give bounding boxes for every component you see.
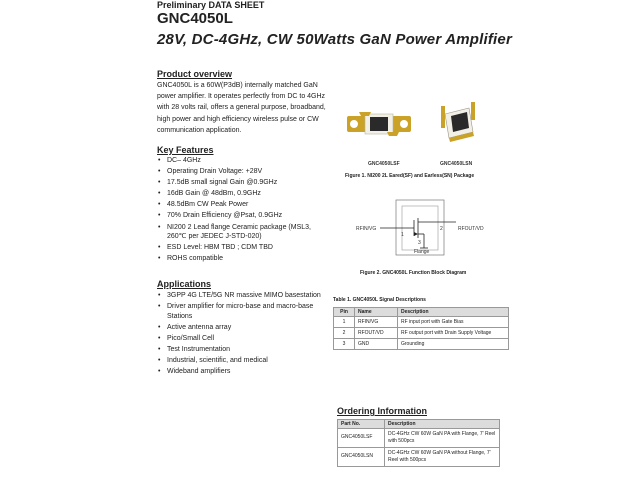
feature-item: • 70% Drain Efficiency @Psat, 0.9GHz bbox=[157, 211, 332, 221]
table-cell: RF output port with Drain Supply Voltage bbox=[398, 328, 509, 339]
application-item: • Industrial, scientific, and medical bbox=[157, 356, 332, 366]
column-header: Name bbox=[355, 308, 398, 317]
table-cell: GNC4050LSF bbox=[338, 429, 385, 448]
feature-item: • NI200 2 Lead flange Ceramic package (MSL3, 260℃ per JEDEC J-STD-020) bbox=[157, 223, 332, 242]
table-header-row bbox=[338, 420, 500, 429]
feature-item: • 17.5dB small signal Gain @0.9GHz bbox=[157, 178, 332, 188]
table-row bbox=[334, 339, 509, 350]
package-label-sf: GNC4050LSF bbox=[368, 161, 400, 167]
table-row bbox=[334, 328, 509, 339]
package-outline bbox=[396, 200, 444, 255]
table-cell: GNC4050LSN bbox=[338, 448, 385, 467]
applications-list bbox=[157, 291, 332, 378]
table-cell: Grounding bbox=[398, 339, 509, 350]
signal-table bbox=[333, 307, 509, 350]
feature-item: • Operating Drain Voltage: +28V bbox=[157, 167, 332, 177]
figure-1-caption: Figure 1. NI200 2L Eared(SF) and Earless(SN) Package bbox=[345, 173, 475, 179]
preliminary-label: Preliminary DATA SHEET bbox=[157, 0, 265, 10]
pin-label-input: RFIN/VG bbox=[356, 226, 377, 232]
feature-item: • 16dB Gain @ 48dBm, 0.9GHz bbox=[157, 189, 332, 199]
feature-item: • DC– 4GHz bbox=[157, 156, 332, 166]
table-cell: RF input port with Gate Bias bbox=[398, 317, 509, 328]
features-list bbox=[157, 156, 332, 265]
package-images bbox=[345, 98, 480, 148]
application-item: • Active antenna array bbox=[157, 323, 332, 333]
features-heading: Key Features bbox=[157, 145, 214, 155]
ordering-heading: Ordering Information bbox=[337, 406, 427, 416]
lead-2 bbox=[387, 132, 399, 136]
eared-package-image bbox=[347, 112, 411, 136]
table-cell: DC-4GHz CW 60W GaN PA with Flange, 7' Reel with 500pcs bbox=[385, 429, 500, 448]
overview-heading: Product overview bbox=[157, 69, 233, 79]
pin-1-marker: 1 bbox=[401, 232, 404, 238]
table-cell: 2 bbox=[334, 328, 355, 339]
applications-heading: Applications bbox=[157, 279, 212, 289]
earless-package-image bbox=[441, 102, 475, 142]
package-label-sn: GNC4050LSN bbox=[440, 161, 473, 167]
application-item: • 3GPP 4G LTE/5G NR massive MIMO basestation bbox=[157, 291, 332, 301]
column-header: Part No. bbox=[338, 420, 385, 429]
feature-item: • ROHS compatible bbox=[157, 254, 332, 264]
table-cell: GND bbox=[355, 339, 398, 350]
table-cell: RFOUT/VD bbox=[355, 328, 398, 339]
figure-2-caption: Figure 2. GNC4050L Function Block Diagram bbox=[360, 270, 467, 276]
pin-label-output: RFOUT/VD bbox=[458, 226, 484, 232]
feature-item: • 48.5dBm CW Peak Power bbox=[157, 200, 332, 210]
lead-2 bbox=[471, 102, 475, 120]
ordering-table bbox=[337, 419, 500, 467]
table-cell: RFIN/VG bbox=[355, 317, 398, 328]
table-cell: 3 bbox=[334, 339, 355, 350]
column-header: Description bbox=[385, 420, 500, 429]
application-item: • Wideband amplifiers bbox=[157, 367, 332, 377]
column-header: Description bbox=[398, 308, 509, 317]
product-subtitle: 28V, DC-4GHz, CW 50Watts GaN Power Amplifier bbox=[157, 31, 513, 48]
flange-label: Flange bbox=[414, 249, 430, 255]
pin-3-marker: 3 bbox=[418, 240, 421, 246]
table-1-caption: Table 1. GNC4050L Signal Descriptions bbox=[333, 297, 426, 303]
pin-2-marker: 2 bbox=[440, 226, 443, 232]
application-item: • Pico/Small Cell bbox=[157, 334, 332, 344]
table-cell: 1 bbox=[334, 317, 355, 328]
lead-1 bbox=[441, 106, 445, 128]
table-row bbox=[338, 448, 500, 467]
table-row bbox=[338, 429, 500, 448]
table-header-row bbox=[334, 308, 509, 317]
lead-1 bbox=[359, 112, 371, 116]
application-item: • Driver amplifier for micro-base and macro-base Stations bbox=[157, 302, 332, 321]
table-row bbox=[334, 317, 509, 328]
part-number-title: GNC4050L bbox=[157, 10, 233, 27]
die-lid bbox=[370, 117, 388, 131]
mount-hole bbox=[400, 120, 408, 128]
feature-item: • ESD Level: HBM TBD ; CDM TBD bbox=[157, 243, 332, 253]
application-item: • Test Instrumentation bbox=[157, 345, 332, 355]
table-cell: DC-4GHz CW 60W GaN PA without Flange, 7' Reel with 500pcs bbox=[385, 448, 500, 467]
mount-hole bbox=[350, 120, 358, 128]
column-header: Pin bbox=[334, 308, 355, 317]
overview-text: GNC4050L is a 60W(P3dB) internally matched GaN power amplifier. It operates perfectly from DC to 4GHz with 28 volts rail, offers a general purpose, broadband, high power and high efficiency wireless pulse or CW communication application. bbox=[157, 82, 326, 134]
